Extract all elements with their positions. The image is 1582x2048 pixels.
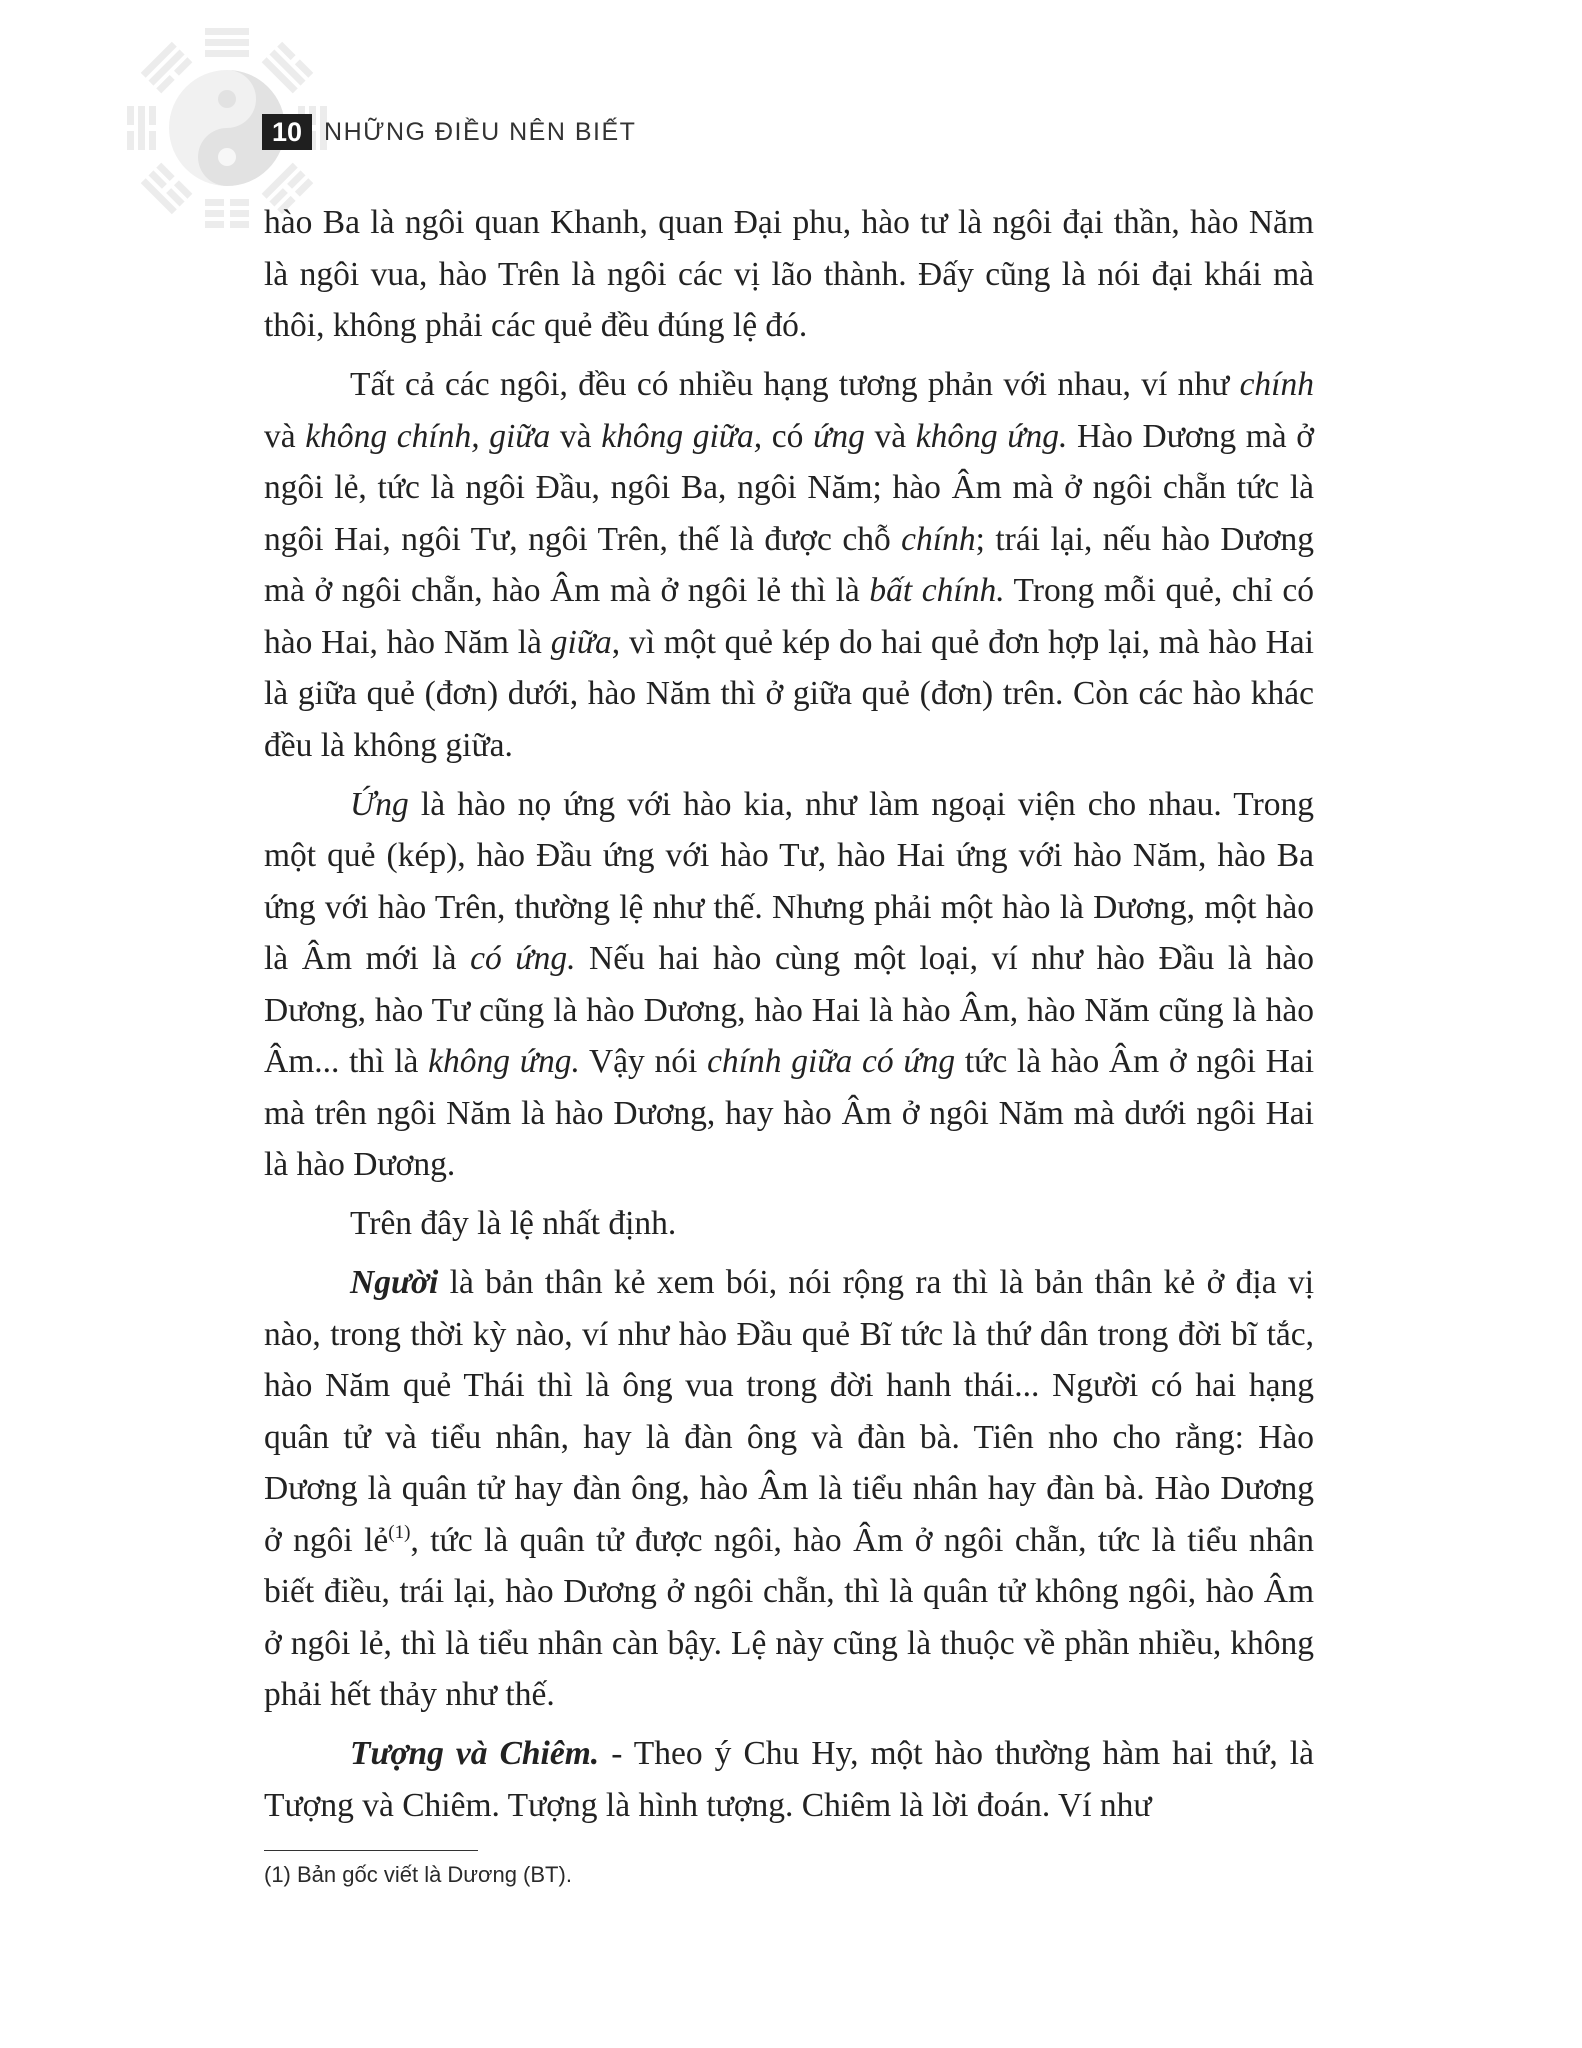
text-run: Tất cả các ngôi, đều có nhiều hạng tương phản với nhau, ví như (350, 366, 1240, 403)
paragraph (264, 1198, 1314, 1250)
paragraph (264, 1257, 1314, 1721)
text-run: và (864, 417, 916, 455)
emphasized-text: bất chính. (869, 572, 1005, 609)
text-run: tức là hào Âm ở ngôi Hai mà trên ngôi Năm là hào Dương, hay hào Âm ở ngôi Năm mà dưới ngôi Hai là hào Dương. (264, 1043, 1314, 1183)
emphasized-text: chính (1239, 366, 1314, 403)
footnote-divider (264, 1850, 478, 1851)
text-run: Trên đây là lệ nhất định. (350, 1205, 677, 1242)
text-run: - Theo ý Chu Hy, một hào thường hàm hai thứ, là Tượng và Chiêm. Tượng là hình tượng. Chiêm là lời đoán. Ví như (264, 1735, 1314, 1824)
paragraph (264, 359, 1314, 771)
emphasized-text: ứng (813, 417, 865, 455)
emphasized-text: không chính, giữa (305, 417, 551, 455)
text-run: Hào Dương mà ở ngôi lẻ, tức là ngôi Đầu, ngôi Ba, ngôi Năm; hào Âm mà ở ngôi chẵn tức là ngôi Hai, ngôi Tư, ngôi Trên, thế là được chỗ (264, 417, 1314, 558)
text-run: Vậy nói (579, 1043, 708, 1080)
text-run: , vì một quẻ kép do hai quẻ đơn hợp lại, mà hào Hai là giữa quẻ (đơn) dưới, hào Năm thì ở giữa quẻ (đơn) trên. Còn các hào khác đều là không giữa. (264, 623, 1314, 764)
paragraph (264, 1728, 1314, 1831)
text-run: , tức là quân tử được ngôi, hào Âm ở ngôi chẵn, tức là tiểu nhân biết điều, trái lại, hào Dương ở ngôi chẵn, thì là quân tử không ngôi, hào Âm ở ngôi lẻ, thì là tiểu nhân càn bậy. Lệ này cũng là thuộc về phần nhiều, không phải hết thảy như thế. (264, 1521, 1314, 1713)
text-run: và (550, 417, 602, 455)
footnote-reference: (1) (388, 1521, 411, 1543)
emphasized-text: có ứng. (470, 940, 576, 977)
text-run: hào Ba là ngôi quan Khanh, quan Đại phu, hào tư là ngôi đại thần, hào Năm là ngôi vua, hào Trên là ngôi các vị lão thành. Đấy cũng là nói đại khái mà thôi, không phải các quẻ đều đúng lệ đó. (264, 204, 1314, 344)
body-text (264, 197, 1314, 1839)
page-number: 10 (262, 114, 312, 150)
text-run: là hào nọ ứng với hào kia, như làm ngoại viện cho nhau. Trong một quẻ (kép), hào Đầu ứng với hào Tư, hào Hai ứng với hào Năm, hào Ba ứng với hào Trên, thường lệ như thế. Nhưng phải một hào là Dương, một hào là Âm mới là (264, 785, 1314, 977)
emphasized-text: Tượng và Chiêm. (350, 1735, 600, 1772)
text-run: và (264, 417, 306, 455)
text-run: là bản thân kẻ xem bói, nói rộng ra thì là bản thân kẻ ở địa vị nào, trong thời kỳ nào, ví như hào Đầu quẻ Bĩ tức là thứ dân trong đời bĩ tắc, hào Năm quẻ Thái thì là ông vua trong đời hanh thái... Người có hai hạng quân tử và tiểu nhân, hay là đàn ông và đàn bà. Tiên nho cho rằng: Hào Dương là quân tử hay đàn ông, hào Âm là tiểu nhân hay đàn bà. Hào Dương ở ngôi lẻ (264, 1264, 1314, 1559)
footnote: (1) Bản gốc viết là Dương (BT). (264, 1862, 572, 1887)
emphasized-text: không giữa, (601, 417, 763, 455)
text-run: Trong mỗi quẻ, chỉ có hào Hai, hào Năm là (264, 572, 1314, 661)
emphasized-text: chính giữa có ứng (707, 1043, 956, 1080)
text-run: Nếu hai hào cùng một loại, ví như hào Đầu là hào Dương, hào Tư cũng là hào Dương, hào Hai là hào Âm, hào Năm cũng là hào Âm... thì là (264, 940, 1315, 1080)
emphasized-text: chính (901, 520, 976, 558)
running-header (262, 114, 636, 150)
text-run: có (762, 417, 814, 455)
emphasized-text: giữa (550, 623, 612, 661)
emphasized-text: Người (350, 1264, 439, 1301)
paragraph (264, 779, 1314, 1191)
running-title: NHỮNG ĐIỀU NÊN BIẾT (324, 117, 637, 146)
text-run: ; trái lại, nếu hào Dương mà ở ngôi chẵn, hào Âm mà ở ngôi lẻ thì là (264, 520, 1314, 609)
emphasized-text: Ứng (350, 785, 409, 823)
emphasized-text: không ứng. (428, 1043, 580, 1080)
paragraph (264, 197, 1314, 352)
emphasized-text: không ứng. (915, 417, 1068, 455)
